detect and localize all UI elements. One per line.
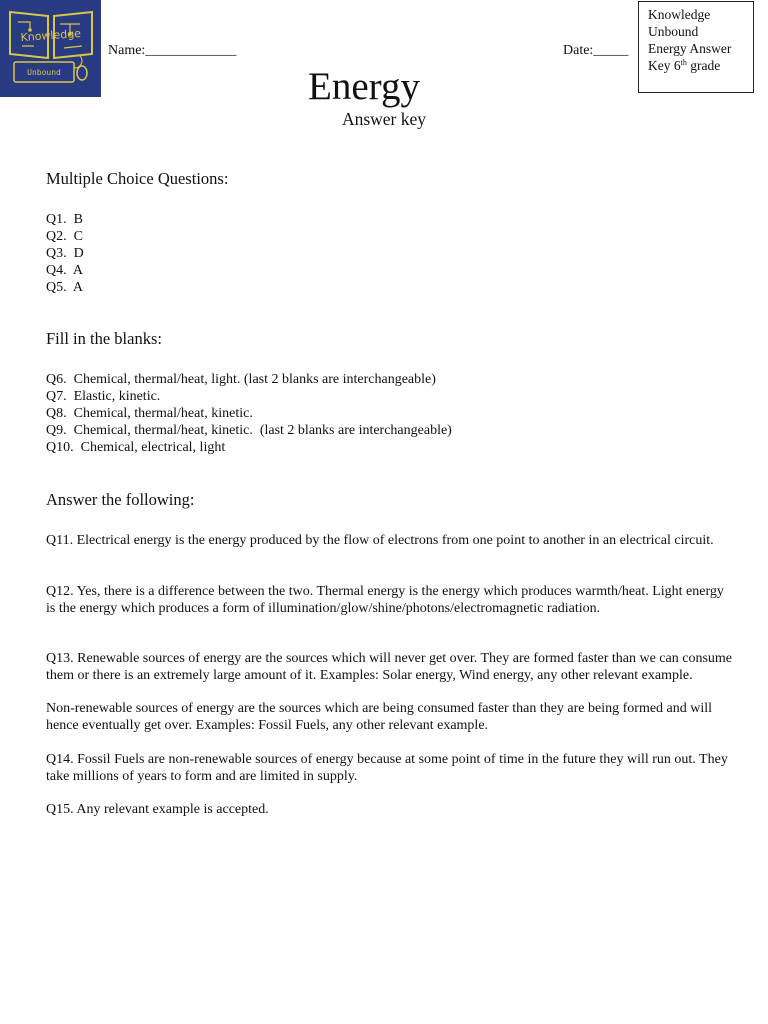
- info-box-line: Knowledge: [648, 7, 711, 22]
- fill-answer: Q9. Chemical, thermal/heat, kinetic. (last 2 blanks are interchangeable): [46, 423, 452, 438]
- fill-answer: Q8. Chemical, thermal/heat, kinetic.: [46, 406, 253, 421]
- mcq-answer: Q3. D: [46, 246, 84, 261]
- logo-top-text: Knowledge: [20, 26, 82, 45]
- answer-q12: Q12. Yes, there is a difference between the two. Thermal energy is the energy which produces warmth/heat. Light energy is the energy which produces a form of illumination/glow/shine/photons/electromagnetic radiation.: [46, 584, 724, 616]
- mcq-answer: Q2. C: [46, 229, 83, 244]
- answer-q13-renewable: Q13. Renewable sources of energy are the sources which will never get over. They are formed faster than we can consume them or there is an extremely large amount of it. Examples: Solar energy, Wind energy, any other relevant example.: [46, 651, 732, 683]
- grade-prefix: Key 6: [648, 58, 681, 73]
- fill-answer: Q7. Elastic, kinetic.: [46, 389, 161, 404]
- mcq-answer: Q1. B: [46, 212, 83, 227]
- answer-q11: Q11. Electrical energy is the energy produced by the flow of electrons from one point to another in an electrical circuit.: [46, 533, 714, 548]
- mcq-heading: Multiple Choice Questions:: [46, 169, 229, 188]
- grade-suffix: grade: [686, 58, 721, 73]
- date-field: Date:_____: [563, 43, 629, 58]
- page-title: Energy: [308, 65, 420, 108]
- mcq-answer: Q4. A: [46, 263, 83, 278]
- grade-ordinal-suffix: th: [680, 58, 687, 67]
- fill-answer: Q10. Chemical, electrical, light: [46, 440, 226, 455]
- answer-following-heading: Answer the following:: [46, 490, 195, 509]
- info-box-line: Energy Answer: [648, 41, 732, 56]
- fill-blanks-heading: Fill in the blanks:: [46, 329, 162, 348]
- logo-bottom-text: Unbound: [27, 68, 61, 77]
- fill-answer: Q6. Chemical, thermal/heat, light. (last 2 blanks are interchangeable): [46, 372, 436, 387]
- answer-q15: Q15. Any relevant example is accepted.: [46, 802, 269, 817]
- answer-q13-nonrenewable: Non-renewable sources of energy are the sources which are being consumed faster than they are being formed and will hence eventually get over. Examples: Fossil Fuels, any other relevant example.: [46, 701, 713, 733]
- page-subtitle: Answer key: [341, 109, 427, 129]
- answer-q14: Q14. Fossil Fuels are non-renewable sources of energy because at some point of time in the future they will run out. They take millions of years to form and are limited in supply.: [46, 752, 728, 784]
- mcq-answer: Q5. A: [46, 280, 83, 295]
- name-field: Name:_____________: [108, 43, 237, 58]
- info-box-line: Unbound: [648, 24, 699, 39]
